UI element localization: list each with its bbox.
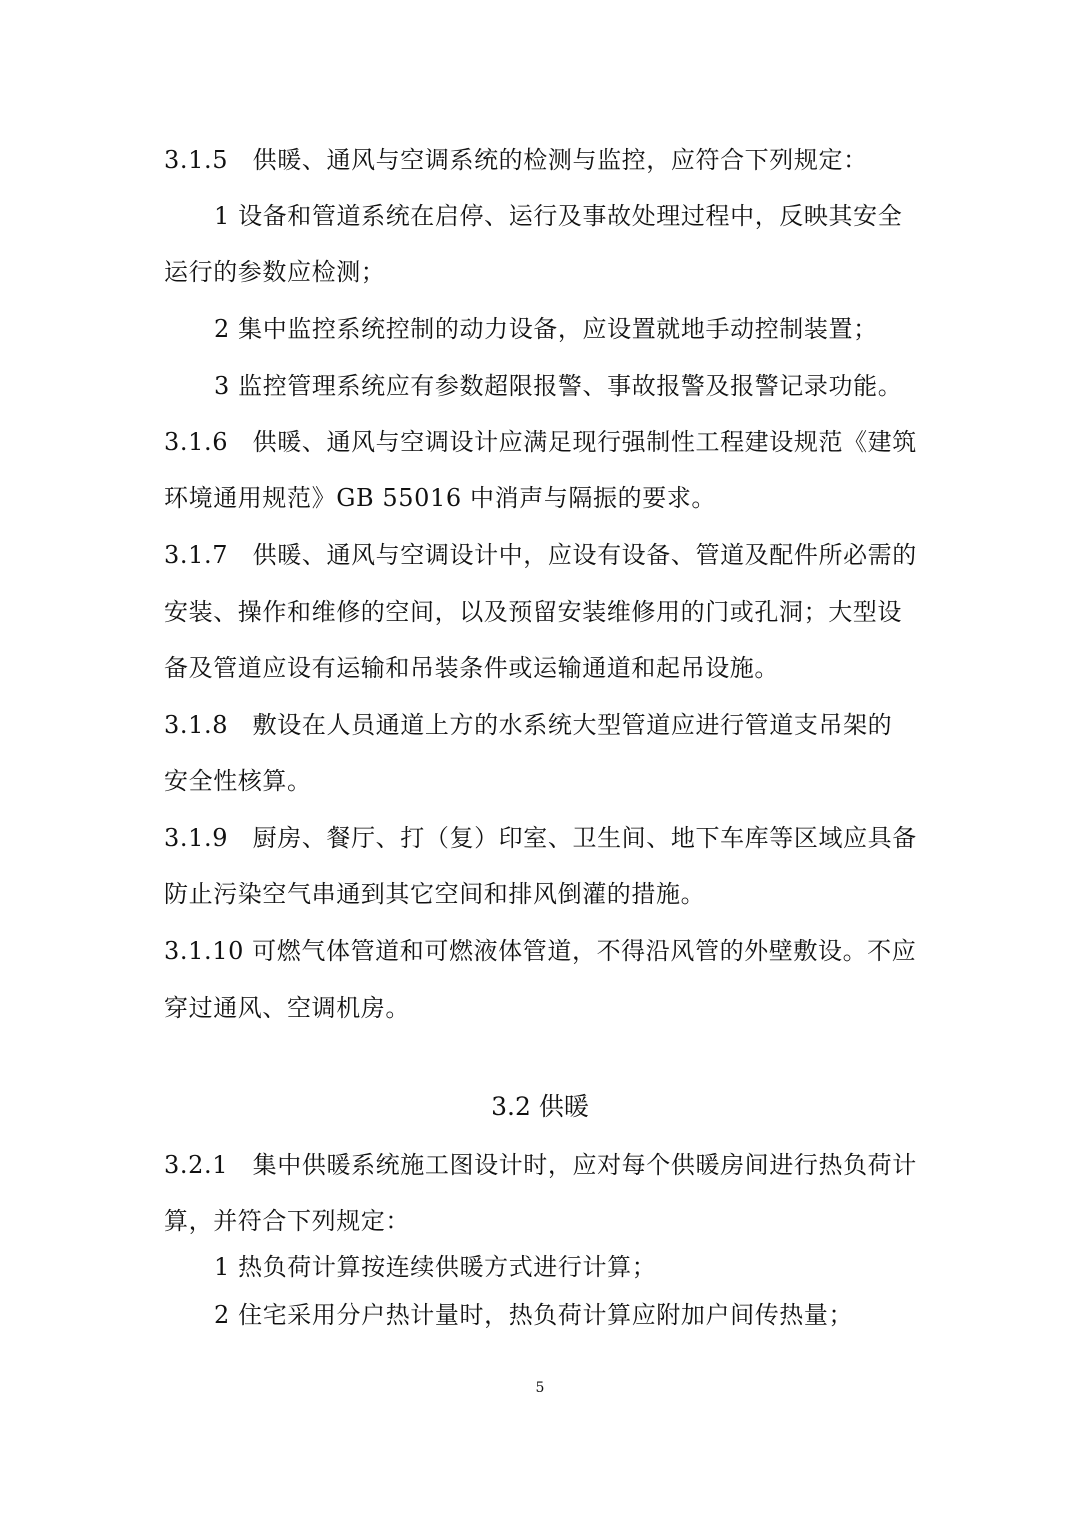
clause-3-1-7-line-1: 3.1.7 供暖、通风与空调设计中，应设有设备、管道及配件所必需的: [164, 541, 917, 569]
clause-3-2-1-item-1: 1 热负荷计算按连续供暖方式进行计算；: [214, 1253, 657, 1281]
section-heading-3-2: 3.2 供暖: [491, 1092, 589, 1121]
clause-3-1-9-line-1: 3.1.9 厨房、餐厅、打（复）印室、卫生间、地下车库等区域应具备: [164, 824, 917, 852]
clause-3-1-6-line-2: 环境通用规范》GB 55016 中消声与隔振的要求。: [164, 484, 717, 512]
clause-3-1-5-item-1-line-1: 1 设备和管道系统在启停、运行及事故处理过程中，反映其安全: [214, 202, 903, 230]
clause-3-1-7-line-3: 备及管道应设有运输和吊装条件或运输通道和起吊设施。: [164, 654, 779, 682]
clause-3-1-8-line-1: 3.1.8 敷设在人员通道上方的水系统大型管道应进行管道支吊架的: [164, 711, 893, 739]
clause-3-1-7-line-2: 安装、操作和维修的空间，以及预留安装维修用的门或孔洞；大型设: [164, 598, 902, 626]
clause-3-1-10-line-2: 穿过通风、空调机房。: [164, 994, 410, 1022]
clause-3-1-6-line-1: 3.1.6 供暖、通风与空调设计应满足现行强制性工程建设规范《建筑: [164, 428, 917, 456]
clause-3-1-10-line-1: 3.1.10 可燃气体管道和可燃液体管道，不得沿风管的外壁敷设。不应: [164, 937, 917, 965]
clause-3-1-5-line-1: 3.1.5 供暖、通风与空调系统的检测与监控，应符合下列规定：: [164, 146, 868, 174]
clause-3-1-5-item-3: 3 监控管理系统应有参数超限报警、事故报警及报警记录功能。: [214, 372, 903, 400]
page-number: 5: [535, 1380, 545, 1396]
clause-3-1-8-line-2: 安全性核算。: [164, 767, 312, 795]
clause-3-1-5-item-1-line-2: 运行的参数应检测；: [164, 258, 386, 286]
clause-3-2-1-line-1: 3.2.1 集中供暖系统施工图设计时，应对每个供暖房间进行热负荷计: [164, 1151, 917, 1179]
clause-3-2-1-line-2: 算，并符合下列规定：: [164, 1207, 410, 1235]
clause-3-2-1-item-2: 2 住宅采用分户热计量时，热负荷计算应附加户间传热量；: [214, 1301, 854, 1329]
clause-3-1-9-line-2: 防止污染空气串通到其它空间和排风倒灌的措施。: [164, 880, 706, 908]
clause-3-1-5-item-2: 2 集中监控系统控制的动力设备，应设置就地手动控制装置；: [214, 315, 878, 343]
